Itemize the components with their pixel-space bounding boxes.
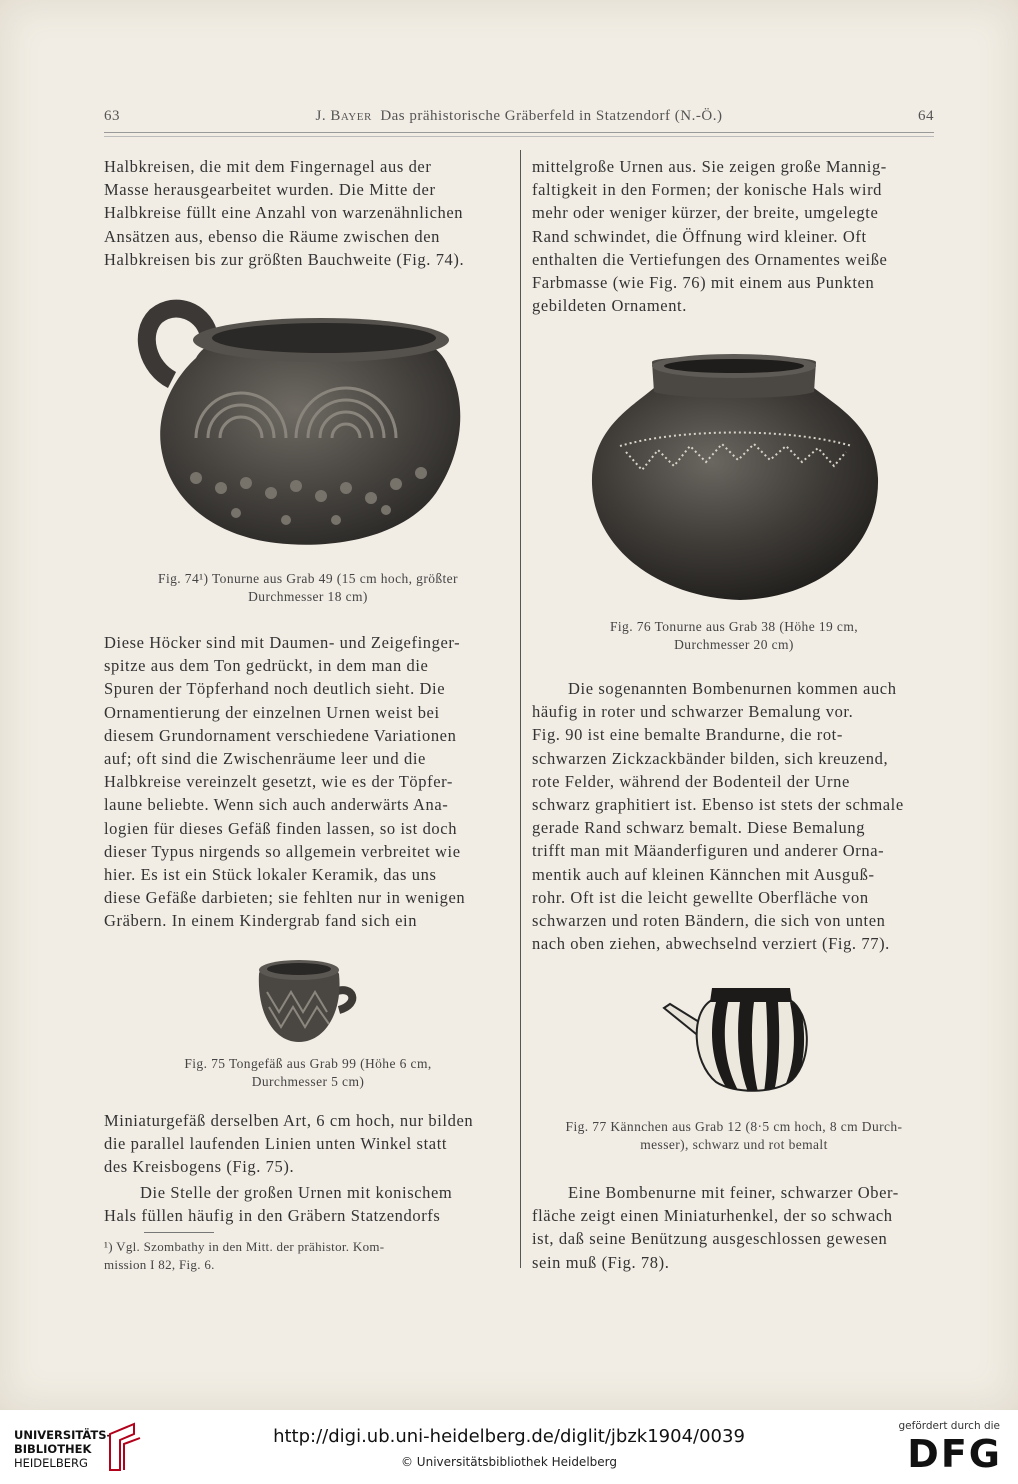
caption-line: Fig. 75 Tongefäß aus Grab 99 (Höhe 6 cm, [184,1056,432,1071]
text-line: schwarz graphitiert ist. Ebenso ist stets der schmale [532,795,904,815]
caption-line: messer), schwarz und rot bemalt [640,1137,828,1152]
text-line: auf; oft sind die Zwischenräume leer und die [104,749,426,769]
text-line: logien für dieses Gefäß finden lassen, so ist doch [104,818,458,838]
text-line: Eine Bombenurne mit feiner, schwarzer Ober- [568,1183,899,1202]
text-line: mentik auch auf kleinen Kännchen mit Ausguß- [532,864,875,884]
header-title-line [104,108,934,125]
library-line: BIBLIOTHEK [14,1442,92,1456]
text-line: Die Stelle der großen Urnen mit konischem [140,1183,453,1202]
left-paragraph-3 [104,1109,512,1179]
text-line: mittelgroße Urnen aus. Sie zeigen große Mannig- [532,157,887,176]
library-line: UNIVERSITÄTS- [14,1428,112,1442]
text-line: gebildeten Ornament. [532,296,687,316]
footnote-line: ¹) Vgl. Szombathy in den Mitt. der prähistor. Kom- [104,1239,385,1254]
figure-74-caption [104,570,512,606]
caption-line: Durchmesser 18 cm) [248,589,368,604]
caption-line: Fig. 76 Tonurne aus Grab 38 (Höhe 19 cm, [609,619,859,634]
left-paragraph-1 [104,155,512,271]
caption-line: Durchmesser 5 cm) [251,1074,365,1089]
text-line: Masse herausgearbeitet wurden. Die Mitte der [104,180,436,200]
library-line: HEIDELBERG [14,1456,88,1470]
footnote [104,1238,512,1274]
text-line: enthalten die Vertiefungen des Ornamentes weiße [532,249,888,269]
figure-74-urn-image [136,288,474,558]
caption-line: Fig. 74¹) Tonurne aus Grab 49 (15 cm hoch, größter [158,571,458,586]
text-line: schwarzen Zickzackbänder bilden, sich kreuzend, [532,748,889,768]
text-line: laune beliebte. Wenn sich auch anderwärts Ana- [104,795,449,815]
sponsor-label: gefördert durch die [898,1420,1000,1432]
text-line: Spuren der Töpferhand noch deutlich sieht. Die [104,679,446,699]
text-line: Rand schwindet, die Öffnung wird kleiner. Oft [532,226,867,246]
text-line: mehr oder weniger kürzer, der breite, umgelegte [532,203,879,223]
left-paragraph-2 [104,631,512,933]
text-line: schwarzen und roten Bändern, die sich von unten [532,911,886,931]
text-line: Fig. 90 ist eine bemalte Brandurne, die rot- [532,725,843,745]
header-author: J. Bayer [315,108,372,124]
left-paragraph-4 [104,1181,512,1227]
text-line: Halbkreise füllt eine Anzahl von warzenähnlichen [104,203,464,223]
text-line: Ornamentierung der einzelnen Urnen weist bei [104,702,440,722]
figure-77-caption [532,1118,936,1154]
text-line: Halbkreisen bis zur größten Bauchweite (Fig. 74). [104,249,465,269]
header-rule [104,132,934,133]
text-line: die parallel laufenden Linien unten Winkel statt [104,1134,448,1154]
figure-75-caption [104,1055,512,1091]
footnote-line: mission I 82, Fig. 6. [104,1257,215,1272]
text-line: Ansätzen aus, ebenso die Räume zwischen den [104,226,440,246]
text-line: diesem Grundornament verschiedene Variationen [104,725,457,745]
right-paragraph-3 [532,1181,936,1274]
header-rule-secondary [104,136,934,137]
dfg-logo: DFG [907,1432,1002,1476]
text-line: gerade Rand schwarz bemalt. Diese Bemalung [532,818,866,838]
figure-77-jug-image [650,982,812,1094]
text-line: trifft man mit Mäanderfiguren und anderer Orna- [532,841,885,861]
text-line: ist, daß seine Benützung ausgeschlossen gewesen [532,1229,888,1249]
footnote-rule [144,1232,214,1233]
figure-75-cup-image [255,952,359,1046]
caption-line: Fig. 77 Kännchen aus Grab 12 (8·5 cm hoch, 8 cm Durch- [565,1119,903,1134]
text-line: Farbmasse (wie Fig. 76) mit einem aus Punkten [532,273,875,293]
text-line: sein muß (Fig. 78). [532,1252,670,1272]
text-line: Hals füllen häufig in den Gräbern Statzendorfs [104,1206,441,1226]
text-line: Halbkreisen, die mit dem Fingernagel aus der [104,157,432,176]
text-line: rohr. Oft ist die leicht gewellte Oberfläche von [532,887,869,907]
text-line: häufig in roter und schwarzer Bemalung vor. [532,702,854,722]
page-number-left: 63 [104,108,120,124]
figure-76-caption [532,618,936,654]
text-line: Diese Höcker sind mit Daumen- und Zeigefinger- [104,633,461,652]
text-line: dieser Typus nirgends so allgemein verbreitet wie [104,841,461,861]
header-title: Das prähistorische Gräberfeld in Statzendorf (N.-Ö.) [380,108,723,124]
figure-76-bomb-urn-image [590,348,882,608]
viewer-footer [0,1410,1018,1484]
page-number-right: 64 [918,108,934,124]
text-line: spitze aus dem Ton gedrückt, in dem man die [104,656,429,676]
text-line: diese Gefäße darbieten; sie fehlten nur in wenigen [104,888,466,908]
permalink-url[interactable]: http://digi.ub.uni-heidelberg.de/diglit/jbzk1904/0039 [273,1426,745,1447]
text-line: nach oben ziehen, abwechselnd verziert (Fig. 77). [532,934,890,954]
caption-line: Durchmesser 20 cm) [674,637,794,652]
right-paragraph-1 [532,155,936,317]
text-line: rote Felder, während der Bodenteil der Urne [532,771,850,791]
text-line: Die sogenannten Bombenurnen kommen auch [568,679,897,698]
column-separator [520,150,521,1268]
text-line: des Kreisbogens (Fig. 75). [104,1157,295,1177]
text-line: hier. Es ist ein Stück lokaler Keramik, das uns [104,865,437,885]
text-line: Halbkreise vereinzelt gesetzt, wie es der Töpfer- [104,772,453,792]
text-line: Gräbern. In einem Kindergrab fand sich ein [104,911,418,931]
text-line: fläche zeigt einen Miniaturhenkel, der so schwach [532,1206,893,1226]
right-paragraph-2 [532,677,936,955]
text-line: Miniaturgefäß derselben Art, 6 cm hoch, nur bilden [104,1111,474,1130]
text-line: faltigkeit in den Formen; der konische Hals wird [532,180,883,200]
running-header [104,108,934,132]
copyright-notice: © Universitätsbibliothek Heidelberg [400,1455,617,1469]
